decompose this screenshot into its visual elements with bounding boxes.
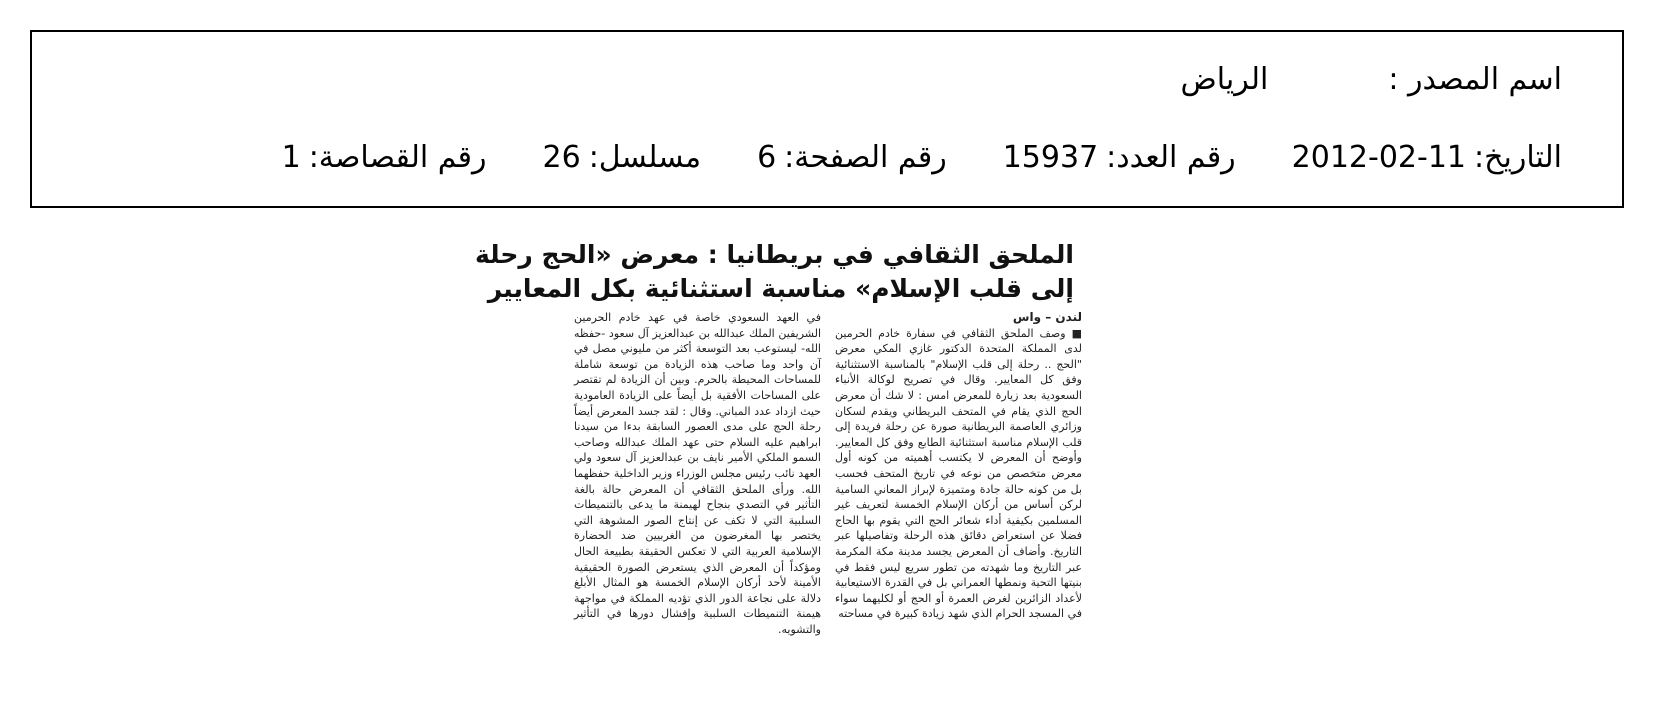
serial-field: [543, 140, 702, 175]
page-label: رقم الصفحة:: [784, 139, 947, 175]
headline-line-1: الملحق الثقافي في بريطانيا : معرض «الحج رحلة: [475, 240, 1074, 269]
article-column-1: [835, 310, 1082, 690]
issue-value: 15937: [1002, 139, 1099, 175]
source-value: الرياض: [1180, 61, 1269, 97]
headline-line-2: إلى قلب الإسلام» مناسبة استثنائية بكل المعايير: [487, 274, 1074, 303]
article-columns: [574, 310, 1082, 690]
issue-label: رقم العدد:: [1106, 139, 1236, 175]
article-column-2: [574, 310, 821, 690]
serial-value: 26: [542, 139, 581, 175]
date-label: التاريخ:: [1474, 139, 1562, 175]
page-field: [757, 140, 947, 175]
source-label: اسم المصدر :: [1388, 61, 1562, 97]
issue-field: [1003, 140, 1236, 175]
page-value: 6: [757, 139, 777, 175]
dateline: لندن – واس: [1012, 310, 1082, 324]
date-field: [1292, 140, 1562, 175]
date-value: 2012-02-11: [1291, 139, 1467, 175]
article-column-2-text: في العهد السعودي خاصة في عهد خادم الحرمين الشريفين الملك عبدالله بن عبدالعزيز آل سعود -حفظه الله- ليستوعب بعد التوسعة أكثر من مليوني مصل في آن واحد وما صاحب هذه الزيادة من توسعة شاملة للمساحات المحيطة بالحرم. وبين أن الزيادة لم تقتصر على المساحات الأفقية بل أيضاً على الزيادة العامودية حيث ازداد عدد المباني. وقال : لقد جسد المعرض أيضاً رحلة الحج على مدى العصور السابقة بدءا من سيدنا ابراهيم عليه السلام حتى عهد الملك عبدالله وصاحب السمو الملكي الأمير نايف بن عبدالعزيز آل سعود ولي العهد نائب رئيس مجلس الوزراء وزير الداخلية حفظهما الله. ورأى الملحق الثقافي أن المعرض حالة بالغة التأثير في التصدي بنجاح لهيمنة ما يدعى بالتنميطات السلبية التي لا تكف عن إنتاج الصور المشوهة التي يختصر بها المغرضون من الغربيين ضد الحضارة الإسلامية العربية التي لا تعكس الحقيقة بطبيعة الحال ومؤكداً أن المعرض الذي يستعرض الصورة الحقيقية الأمينة لأحد أركان الإسلام الخمسة هو المثال الأبلغ دلالة على نجاعة الدور الذي تؤديه المملكة في مواجهة هيمنة التنميطات السلبية وإفشال دورها في التأثير والتشويه.: [574, 311, 821, 636]
details-row: [92, 132, 1562, 182]
newspaper-clipping: [475, 238, 1082, 690]
source-row: [92, 54, 1562, 104]
clip-number-label: رقم القصاصة:: [308, 139, 487, 175]
article-column-1-text: ■ وصف الملحق الثقافي في سفارة خادم الحرمين لدى المملكة المتحدة الدكتور غازي المكي معرض "الحج .. رحلة إلى قلب الإسلام" بالمناسبة الاستثنائية وفق كل المعايير. وقال في تصريح لوكالة الأنباء السعودية بعد زيارة للمعرض امس : لا شك أن معرض الحج الذي يقام في المتحف البريطاني ويقدم لسكان وزائري العاصمة البريطانية صورة عن رحلة فريدة إلى قلب الإسلام مناسبة استثنائية الطابع وفق كل المعايير. وأوضح أن المعرض لا يكتسب أهميته من كونه أول معرض متخصص من نوعه في تاريخ المتحف فحسب بل من كونه حالة جادة ومتميزة لإبراز المعاني السامية لركن أساس من أركان الإسلام الخمسة لتعريف غير المسلمين بكيفية أداء شعائر الحج التي يقوم بها الحاج فضلا عن استعراض دقائق هذه الرحلة وتفاصيلها عبر التاريخ. وأضاف أن المعرض يجسد مدينة مكة المكرمة عبر التاريخ وما شهدته من تطور سريع ليس فقط في بنيتها التحية ونمطها العمراني بل في القدرة الاستيعابية لأعداد الزائرين لغرض العمرة أو الحج أو لكليهما سواء في المسجد الحرام الذي شهد زيادة كبيرة في مساحته: [835, 326, 1082, 621]
serial-label: مسلسل:: [588, 139, 702, 175]
clip-number-field: [282, 140, 487, 175]
clipping-metadata-box: [30, 30, 1624, 208]
clip-number-value: 1: [281, 139, 301, 175]
